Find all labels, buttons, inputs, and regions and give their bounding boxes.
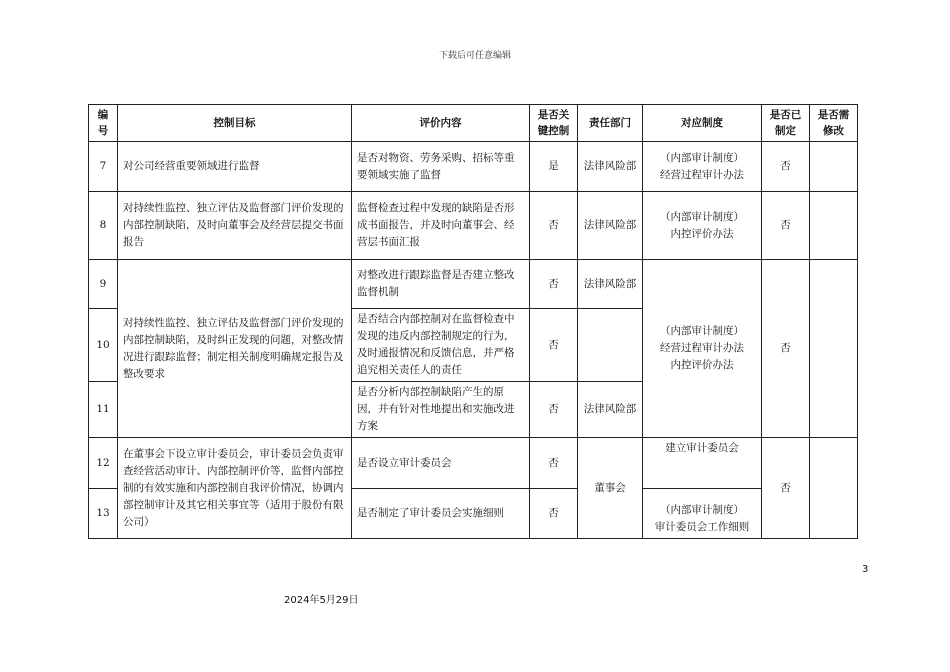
responsible-dept: 法律风险部: [578, 260, 643, 309]
policy-line: 审计委员会工作细则: [654, 521, 750, 533]
policy-line: （内部审计制度）: [660, 210, 744, 223]
policy-cell: [643, 142, 762, 192]
responsible-dept: 董事会: [578, 438, 643, 539]
evaluation-content: 是否设立审计委员会: [352, 438, 530, 489]
needs-revision-value: [810, 438, 858, 539]
established-value: 否: [762, 438, 810, 539]
col-header-key-control: 是否关键控制: [530, 105, 578, 142]
col-header-policy: 对应制度: [643, 105, 762, 142]
evaluation-content: 是否结合内部控制对在监督检查中发现的违反内部控制规定的行为，及时通报情况和反馈信息，并严格追究相关责任人的责任: [352, 309, 530, 382]
policy-line: 经营过程审计办法: [660, 342, 744, 354]
evaluation-content: 是否分析内部控制缺陷产生的原因，并有针对性地提出和实施改进方案: [352, 382, 530, 438]
key-control-value: 否: [530, 382, 578, 438]
footer-date: 2024年5月29日: [284, 595, 359, 606]
key-control-value: 否: [530, 192, 578, 260]
col-header-needs-revision: 是否需修改: [810, 105, 858, 142]
col-header-responsible-dept: 责任部门: [578, 105, 643, 142]
control-goal: 对公司经营重要领域进行监督: [118, 142, 352, 192]
policy-line: （内部审计制度）: [660, 325, 744, 337]
control-goal: 对持续性监控、独立评估及监督部门评价发现的内部控制缺陷，及时纠正发现的问题，对整改情况进行跟踪监督；制定相关制度明确规定报告及整改要求: [118, 260, 352, 438]
control-goal: 对持续性监控、独立评估及监督部门评价发现的内部控制缺陷，及时向董事会及经营层提交书面报告: [118, 192, 352, 260]
row-number: 9: [89, 260, 118, 309]
table-row: [89, 260, 858, 309]
key-control-value: 否: [530, 489, 578, 539]
row-number: 8: [89, 192, 118, 260]
row-number: 7: [89, 142, 118, 192]
responsible-dept: 法律风险部: [578, 382, 643, 438]
col-header-control-goal: 控制目标: [118, 105, 352, 142]
row-number: 13: [89, 489, 118, 539]
internal-control-table: [88, 104, 858, 539]
row-number: 12: [89, 438, 118, 489]
table-header-row: [89, 105, 858, 142]
established-value: 否: [762, 260, 810, 438]
evaluation-content: 是否对物资、劳务采购、招标等重要领域实施了监督: [352, 142, 530, 192]
evaluation-content: 是否制定了审计委员会实施细则: [352, 489, 530, 539]
row-number: 10: [89, 309, 118, 382]
col-header-evaluation-content: 评价内容: [352, 105, 530, 142]
policy-line: 经营过程审计办法: [660, 168, 744, 181]
table-row: [89, 142, 858, 192]
needs-revision-value: [810, 260, 858, 438]
table-row: [89, 192, 858, 260]
policy-line: 内控评价办法: [670, 359, 734, 371]
policy-line: （内部审计制度）: [660, 151, 744, 164]
key-control-value: 否: [530, 438, 578, 489]
needs-revision-value: [810, 192, 858, 260]
col-header-number: 编号: [89, 105, 118, 142]
evaluation-content: 监督检查过程中发现的缺陷是否形成书面报告，并及时向董事会、经营层书面汇报: [352, 192, 530, 260]
policy-cell: 建立审计委员会: [643, 438, 762, 489]
responsible-dept: 法律风险部: [578, 142, 643, 192]
policy-line: 内控评价办法: [670, 227, 734, 240]
established-value: 否: [762, 142, 810, 192]
header-note: 下载后可任意编辑: [438, 51, 511, 61]
policy-cell: [643, 260, 762, 438]
row-number: 11: [89, 382, 118, 438]
policy-cell: [643, 489, 762, 539]
col-header-established: 是否已制定: [762, 105, 810, 142]
key-control-value: 否: [530, 309, 578, 382]
responsible-dept: [578, 309, 643, 382]
evaluation-content: 对整改进行跟踪监督是否建立整改监督机制: [352, 260, 530, 309]
needs-revision-value: [810, 142, 858, 192]
control-goal: 在董事会下设立审计委员会，审计委员会负责审查经营活动审计、内部控制评价等，监督内部控制的有效实施和内部控制自我评价情况，协调内部控制审计及其它相关事宜等（适用于股份有限公司）: [118, 438, 352, 539]
table-row: [89, 438, 858, 489]
policy-cell: [643, 192, 762, 260]
page-number: 3: [862, 564, 869, 575]
key-control-value: 是: [530, 142, 578, 192]
established-value: 否: [762, 192, 810, 260]
key-control-value: 否: [530, 260, 578, 309]
responsible-dept: 法律风险部: [578, 192, 643, 260]
policy-line: （内部审计制度）: [660, 504, 744, 516]
